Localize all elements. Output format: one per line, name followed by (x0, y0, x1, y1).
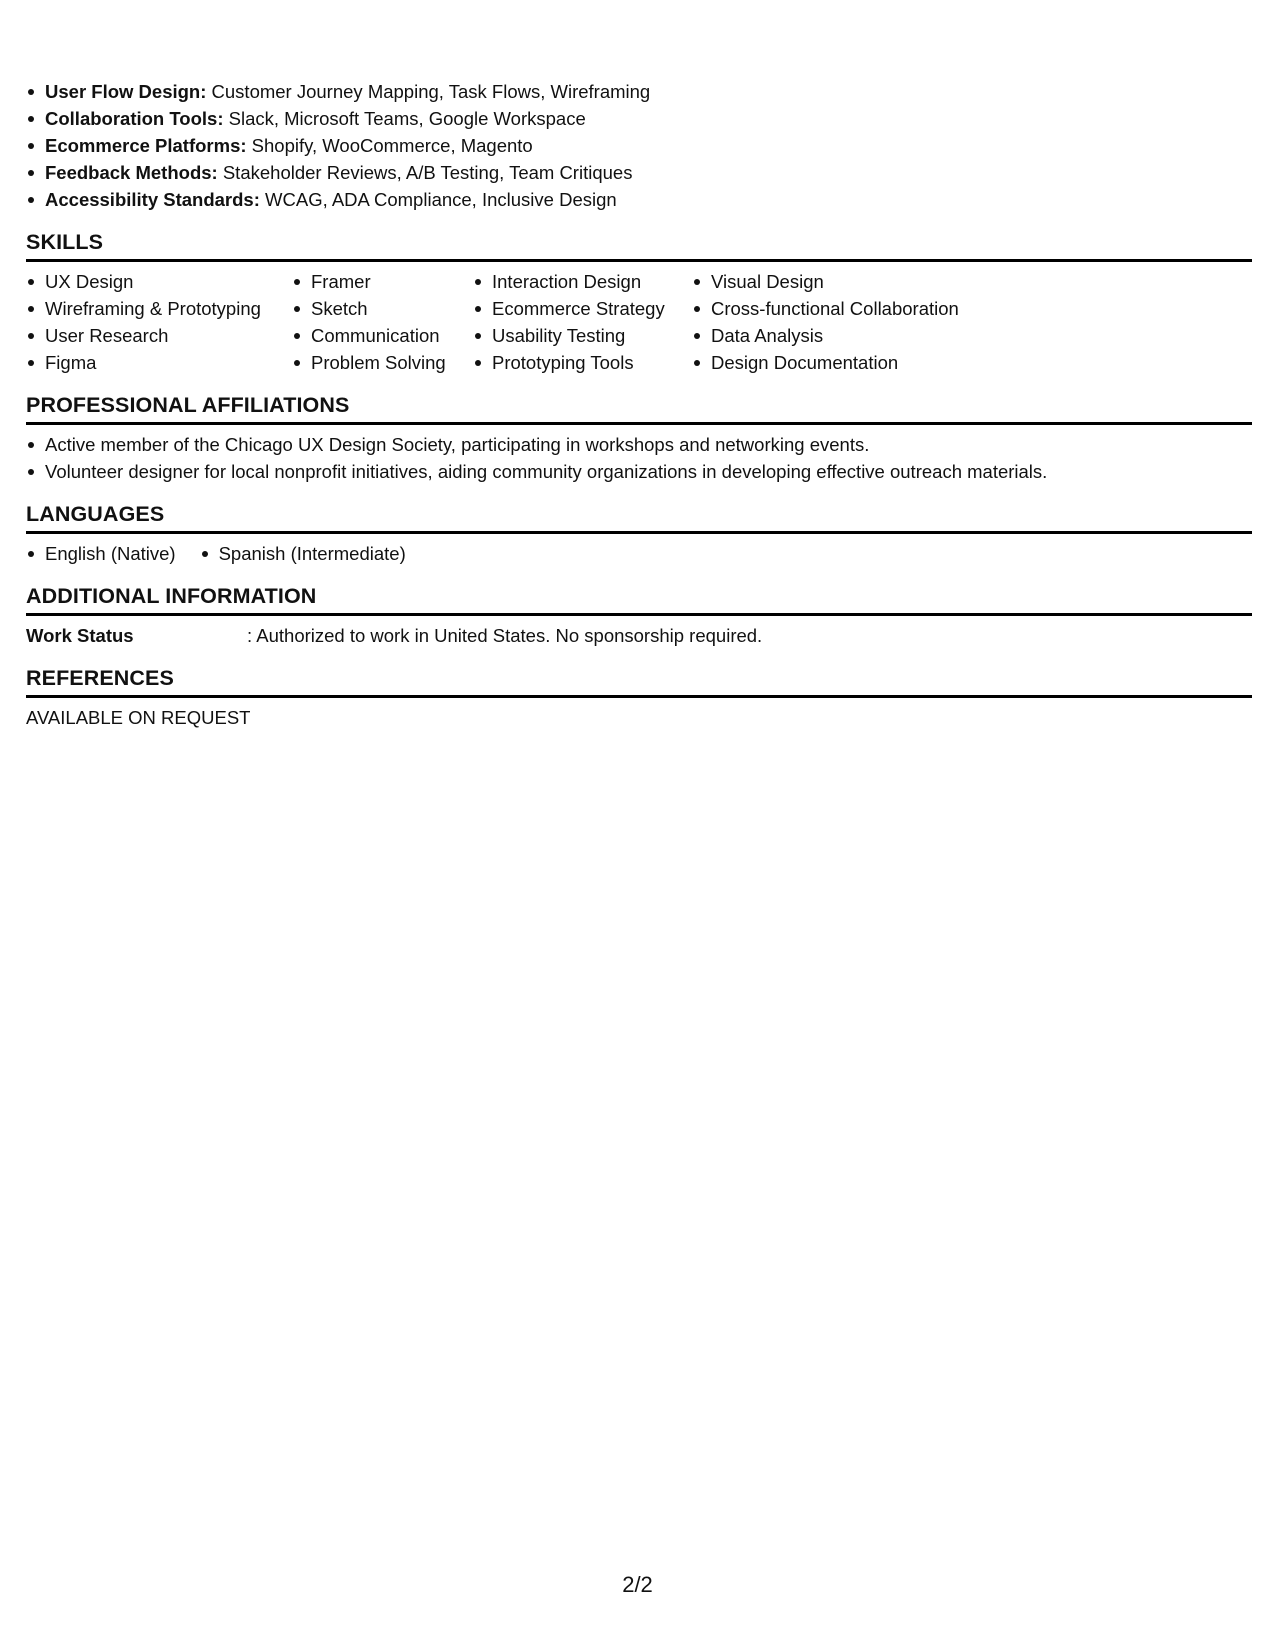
item-label: Collaboration Tools: (45, 108, 224, 129)
skill-item: Wireframing & Prototyping (26, 295, 292, 322)
skill-item: Design Documentation (692, 349, 992, 376)
skills-section (26, 229, 1252, 376)
skill-item: Framer (292, 268, 473, 295)
skills-column (692, 268, 992, 376)
skill-item: Cross-functional Collaboration (692, 295, 992, 322)
language-item: English (Native) (26, 540, 176, 567)
skill-item: Usability Testing (473, 322, 692, 349)
skill-item: Problem Solving (292, 349, 473, 376)
section-heading: SKILLS (26, 229, 1252, 262)
references-text: AVAILABLE ON REQUEST (26, 707, 251, 728)
language-item: Spanish (Intermediate) (200, 540, 406, 567)
list-item (26, 105, 1252, 132)
skill-item: User Research (26, 322, 292, 349)
item-text: Customer Journey Mapping, Task Flows, Wireframing (206, 81, 651, 102)
affiliation-item: Active member of the Chicago UX Design Society, participating in workshops and networking events. (26, 431, 1252, 458)
page-number: 2/2 (622, 1572, 653, 1597)
skill-item: Visual Design (692, 268, 992, 295)
skills-column (473, 268, 692, 376)
work-status-row (26, 622, 1252, 649)
skill-item: Figma (26, 349, 292, 376)
section-heading: REFERENCES (26, 665, 1252, 698)
skill-item: UX Design (26, 268, 292, 295)
list-item (26, 78, 1252, 105)
skill-item: Interaction Design (473, 268, 692, 295)
section-heading: LANGUAGES (26, 501, 1252, 534)
section-heading: ADDITIONAL INFORMATION (26, 583, 1252, 616)
skill-item: Prototyping Tools (473, 349, 692, 376)
skills-column (292, 268, 473, 376)
item-text: Shopify, WooCommerce, Magento (246, 135, 533, 156)
skill-item: Data Analysis (692, 322, 992, 349)
skills-grid (26, 268, 1252, 376)
languages-section (26, 501, 1252, 567)
section-heading: PROFESSIONAL AFFILIATIONS (26, 392, 1252, 425)
item-text: Stakeholder Reviews, A/B Testing, Team Critiques (217, 162, 633, 183)
skill-item: Sketch (292, 295, 473, 322)
list-item (26, 159, 1252, 186)
item-label: Ecommerce Platforms: (45, 135, 247, 156)
item-label: User Flow Design: (45, 81, 207, 102)
affiliation-item: Volunteer designer for local nonprofit initiatives, aiding community organizations in developing effective outreach materials. (26, 458, 1252, 485)
affiliations-list (26, 431, 1252, 485)
tools-list (26, 78, 1252, 213)
affiliations-section (26, 392, 1252, 485)
item-text: WCAG, ADA Compliance, Inclusive Design (259, 189, 617, 210)
list-item (26, 186, 1252, 213)
work-status-label: Work Status (26, 625, 134, 646)
skills-column (26, 268, 292, 376)
resume-page (26, 78, 1252, 731)
additional-info-section (26, 583, 1252, 649)
skill-item: Ecommerce Strategy (473, 295, 692, 322)
languages-list (26, 540, 1252, 567)
item-text: Slack, Microsoft Teams, Google Workspace (223, 108, 586, 129)
work-status-value: : Authorized to work in United States. No sponsorship required. (247, 625, 763, 646)
item-label: Accessibility Standards: (45, 189, 260, 210)
references-section (26, 665, 1252, 731)
item-label: Feedback Methods: (45, 162, 218, 183)
skill-item: Communication (292, 322, 473, 349)
list-item (26, 132, 1252, 159)
